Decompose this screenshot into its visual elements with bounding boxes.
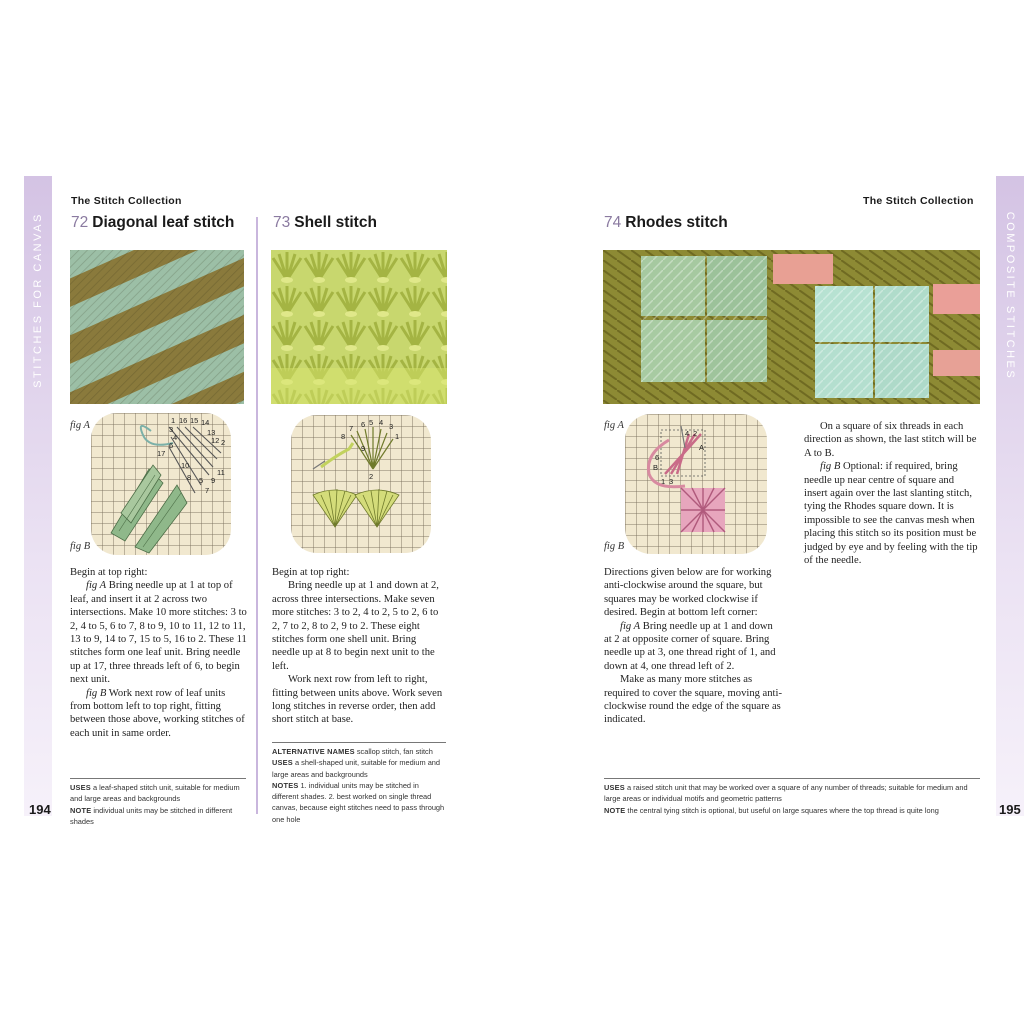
- stitch-74-instructions-left: [604, 566, 782, 727]
- stitch-73-title: [273, 214, 377, 232]
- uses-label: USES: [70, 783, 91, 792]
- uses-label: USES: [604, 783, 625, 792]
- stitch-74-step-a: [604, 620, 782, 674]
- stitch-73-note: [272, 780, 446, 825]
- alt-names-label: ALTERNATIVE NAMES: [272, 747, 355, 756]
- stitch-74-last-stitch: On a square of six threads in each direction as shown, the last stitch will be A to B.: [804, 421, 977, 459]
- leaf-diagram-label: 16: [179, 416, 188, 425]
- stitch-73-instructions: [272, 566, 444, 727]
- leaf-diagram-label: 10: [181, 461, 190, 470]
- stitch-73-name: Shell stitch: [294, 214, 377, 231]
- fig-b-reference: fig B: [86, 687, 107, 699]
- left-page-number: 194: [29, 802, 51, 817]
- stitch-73-number: 73: [273, 214, 291, 231]
- column-divider: [256, 217, 258, 814]
- stitch-73-intro: Begin at top right:: [272, 567, 350, 578]
- stitch-72-intro: Begin at top right:: [70, 567, 148, 578]
- right-page-number: 195: [999, 802, 1021, 817]
- uses-text: a shell-shaped unit, suitable for medium and large areas and backgrounds: [272, 758, 441, 779]
- step-b-text: Optional: if required, bring needle up near centre of square and insert again over the last slanting stitch, tying the Rhodes square down. It is impossible to see the canvas mesh when placing this stitch so its position must be judged by eye and by feeling with the tip of the needle.: [804, 461, 978, 567]
- rhodes-diagram-label: B: [653, 463, 659, 472]
- leaf-diagram-label: 3: [169, 425, 174, 434]
- stitch-72-name: Diagonal leaf stitch: [92, 214, 235, 231]
- shell-stitch-diagram: [291, 415, 431, 553]
- left-running-head: The Stitch Collection: [71, 195, 182, 207]
- notes-label: NOTES: [272, 780, 299, 790]
- leaf-diagram-label: 13: [207, 428, 216, 437]
- shell-diagram-label: 8: [341, 432, 346, 441]
- stitch-74-step-b: [804, 460, 978, 567]
- uses-text: a leaf-shaped stitch unit, suitable for medium and large areas and backgrounds: [70, 783, 240, 804]
- step-a-text: Bring needle up at 1 at top of leaf, and insert it at 2 across two intersections. Make 10 more stitches: 3 to 2, 4 to 5, 6 to 7, 8 to 9, 10 to 11, 12 to 11, 13 to 9, 14 to 7, 15 to 5, 16 to 2. These 11 stitches form one leaf unit. Bring needle up at 17, three threads left of 6, to begin next unit.: [70, 580, 247, 686]
- stitch-74-instructions-right: [804, 420, 978, 567]
- note-label: NOTE: [70, 805, 92, 815]
- stitch-74-title: [604, 214, 728, 232]
- leaf-diagram-label: 2: [221, 438, 226, 447]
- rhodes-diagram-label: 4: [685, 429, 690, 438]
- stitch-74-fig-b-label: fig B: [604, 541, 625, 552]
- stitch-72-fig-a-label: fig A: [70, 420, 90, 431]
- stitch-73-notes: [272, 742, 446, 825]
- leaf-diagram-label: 9: [211, 476, 216, 485]
- stitch-74-uses: [604, 782, 980, 805]
- note-text: the central tying stitch is optional, but useful on large squares where the top thread is quite long: [627, 805, 939, 815]
- step-b-text: Work next row of leaf units from bottom left to top right, fitting between those above, working stitches of each unit in same order.: [70, 687, 245, 739]
- rhodes-diagram-label: 6: [655, 453, 660, 462]
- stitch-74-notes: [604, 778, 980, 816]
- shell-diagram-label: 4: [379, 418, 384, 427]
- leaf-diagram-label: 6: [169, 441, 174, 450]
- stitch-72-uses: [70, 782, 246, 805]
- shell-diagram-label: 1: [395, 432, 400, 441]
- stitch-73-alt-names: [272, 746, 446, 757]
- leaf-diagram-label: 7: [205, 486, 210, 495]
- fig-b-reference: fig B: [820, 461, 841, 473]
- stitch-73-step-2: Work next row from left to right, fitting between units above. Work seven long stitches in reverse order, then add short stitch at base.: [272, 674, 443, 726]
- stitch-74-number: 74: [604, 214, 622, 231]
- leaf-diagram-label: 17: [157, 449, 166, 458]
- notes-text: 1. individual units may be stitched in different shades. 2. best worked on single thread canvas, because eight stitches need to pass through one hole: [272, 780, 445, 824]
- stitch-72-instructions: [70, 566, 248, 740]
- diagonal-leaf-stitch-diagram: [91, 413, 231, 555]
- leaf-diagram-label: 4: [173, 433, 178, 442]
- rhodes-diagram-label: A: [699, 443, 705, 452]
- left-side-tab-label: STITCHES FOR CANVAS: [32, 212, 44, 388]
- rhodes-diagram-label: 3: [669, 477, 674, 486]
- leaf-diagram-label: 14: [201, 418, 210, 427]
- alt-names-text: scallop stitch, fan stitch: [356, 747, 433, 756]
- uses-text: a raised stitch unit that may be worked over a square of any number of threads; suitable for medium and large areas or individual motifs and geometric patterns: [604, 783, 968, 804]
- right-running-head: The Stitch Collection: [863, 195, 974, 207]
- stitch-72-step-b: [70, 687, 248, 741]
- shell-diagram-label: 3: [389, 422, 394, 431]
- stitch-73-uses: [272, 757, 446, 780]
- fig-a-reference: fig A: [86, 580, 107, 592]
- stitch-72-note: [70, 805, 246, 828]
- shell-diagram-label: 2: [369, 472, 374, 481]
- shell-diagram-label: 5: [369, 418, 374, 427]
- leaf-diagram-label: 8: [187, 473, 192, 482]
- stitch-72-title: [71, 214, 234, 232]
- rhodes-diagram-label: 2: [693, 429, 698, 438]
- stitch-73-step-1: Bring needle up at 1 and down at 2, across three intersections. Make seven more stitches: 3 to 2, 4 to 2, 5 to 2, 6 to 2, 7 to 2, 8 to 2, 9 to 2. These eight stitches form one shell unit. Bring needle up at 8 to begin next unit to the left.: [272, 580, 439, 672]
- stitch-72-fig-b-label: fig B: [70, 541, 91, 552]
- leaf-diagram-label: 15: [190, 416, 199, 425]
- fig-a-reference: fig A: [620, 620, 641, 632]
- shell-diagram-label: 9: [361, 444, 366, 453]
- stitch-74-note: [604, 805, 980, 816]
- rhodes-stitch-photo: [603, 250, 980, 404]
- leaf-diagram-label: 5: [199, 476, 204, 485]
- uses-label: USES: [272, 758, 293, 768]
- stitch-74-name: Rhodes stitch: [625, 214, 728, 231]
- stitch-74-directions: Directions given below are for working anti-clockwise around the square, but squares may be worked clockwise if desired. Begin at bottom left corner:: [604, 567, 772, 619]
- leaf-diagram-label: 12: [211, 436, 220, 445]
- stitch-72-number: 72: [71, 214, 89, 231]
- rhodes-diagram-label: 1: [661, 477, 666, 486]
- stitch-74-step-continue: Make as many more stitches as required to cover the square, moving anti-clockwise round the edge of the square as indicated.: [604, 674, 782, 726]
- shell-diagram-label: 6: [361, 420, 366, 429]
- stitch-74-fig-a-label: fig A: [604, 420, 624, 431]
- right-side-tab-label: COMPOSITE STITCHES: [1004, 211, 1016, 381]
- note-label: NOTE: [604, 805, 626, 815]
- diagonal-leaf-stitch-photo: [70, 250, 244, 404]
- shell-stitch-photo: [271, 250, 447, 404]
- leaf-diagram-label: 11: [217, 468, 225, 477]
- stitch-72-notes: [70, 778, 246, 827]
- stitch-72-step-a: [70, 579, 248, 686]
- note-text: individual units may be stitched in different shades: [70, 805, 233, 826]
- leaf-diagram-label: 1: [171, 416, 176, 425]
- step-a-text: Bring needle up at 1 and down at 2 at opposite corner of square. Bring needle up at 3, one thread right of 1, and down at 4, one thread left of 2.: [604, 620, 776, 672]
- rhodes-stitch-diagram: [625, 414, 767, 554]
- shell-diagram-label: 7: [349, 424, 354, 433]
